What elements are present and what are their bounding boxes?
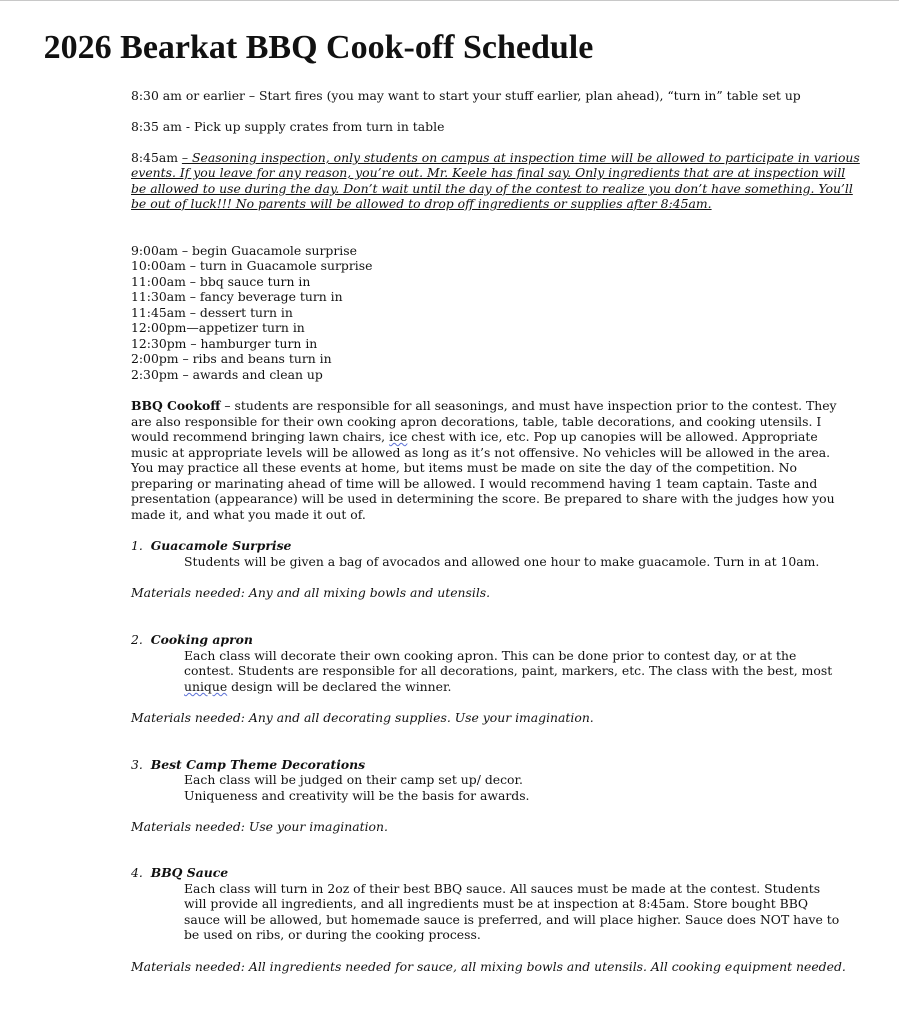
schedule-item: 11:00am – bbq sauce turn in [131,274,311,289]
bbq-rules-line: are also responsible for their own cooking apron decorations, table, table decorations, and cooking utensils. I [131,414,822,429]
event-description: will provide all ingredients, and all ingredients must be at inspection at 8:45am. Store bought BBQ [184,896,808,911]
schedule-item: 10:00am – turn in Guacamole surprise [131,258,373,273]
bbq-rules-line: preparing or marinating ahead of time will be allowed. I would recommend having 1 team captain. Taste and [131,476,818,491]
event-heading-bbq-sauce: 4. BBQ Sauce [131,865,229,880]
page-top-border [0,0,899,1]
event-description: be used on ribs, or during the cooking process. [184,927,481,942]
bbq-rules-line: music at appropriate levels will be allowed as long as it’s not offensive. No vehicles will be allowed in the area. [131,445,831,460]
event-heading-cooking-apron: 2. Cooking apron [131,632,253,647]
bbq-rules-line-1: BBQ Cookoff – students are responsible for all seasonings, and must have inspection prior to the contest. They [131,398,837,413]
inspection-line-4: be out of luck!!! No parents will be allowed to drop off ingredients or supplies after 8:45am. [131,196,712,211]
schedule-item: 2:30pm – awards and clean up [131,367,323,382]
event-description: Each class will turn in 2oz of their best BBQ sauce. All sauces must be made at the contest. Students [184,881,821,896]
materials-needed: Materials needed: Any and all decorating supplies. Use your imagination. [131,710,594,725]
event-description: Students will be given a bag of avocados and allowed one hour to make guacamole. Turn in at 10am. [184,554,820,569]
materials-needed: Materials needed: Any and all mixing bowls and utensils. [131,585,491,600]
event-description: Each class will be judged on their camp set up/ decor. [184,772,523,787]
materials-needed: Materials needed: All ingredients needed for sauce, all mixing bowls and utensils. All cooking equipment needed. [131,959,846,974]
bbq-rules-line: would recommend bringing lawn chairs, ice chest with ice, etc. Pop up canopies will be allowed. Appropriate [131,429,818,444]
schedule-item: 11:45am – dessert turn in [131,305,293,320]
event-heading-camp-decorations: 3. Best Camp Theme Decorations [131,757,366,772]
inspection-line-3: be allowed to use during the day. Don’t wait until the day of the contest to realize you don’t have something. You’ll [131,181,853,196]
event-heading-guacamole: 1. Guacamole Surprise [131,538,292,553]
event-description: contest. Students are responsible for all decorations, paint, markers, etc. The class with the best, most [184,663,833,678]
schedule-item: 2:00pm – ribs and beans turn in [131,351,332,366]
event-description: Uniqueness and creativity will be the basis for awards. [184,788,530,803]
schedule-item: 12:00pm—appetizer turn in [131,320,305,335]
bbq-rules-line: presentation (appearance) will be used in determining the score. Be prepared to share with the judges how you [131,491,835,506]
intro-line-1: 8:30 am or earlier – Start fires (you may want to start your stuff earlier, plan ahead), “turn in” table set up [131,88,801,103]
schedule-item: 12:30pm – hamburger turn in [131,336,318,351]
bbq-rules-heading: BBQ Cookoff [131,398,221,413]
event-description: unique design will be declared the winner. [184,679,452,694]
inspection-line-2: events. If you leave for any reason, you’re out. Mr. Keele has final say. Only ingredients that are at inspection will [131,165,846,180]
intro-line-2: 8:35 am - Pick up supply crates from turn in table [131,119,445,134]
event-description: sauce will be allowed, but homemade sauce is preferred, and will place higher. Sauce does NOT have to [184,912,840,927]
document-title: 2026 Bearkat BBQ Cook-off Schedule [43,29,594,66]
inspection-line-1: 8:45am – Seasoning inspection, only students on campus at inspection time will be allowed to participate in various [131,150,860,165]
bbq-rules-line: made it, and what you made it out of. [131,507,366,522]
event-description: Each class will decorate their own cooking apron. This can be done prior to contest day, or at the [184,648,797,663]
schedule-item: 9:00am – begin Guacamole surprise [131,243,357,258]
schedule-item: 11:30am – fancy beverage turn in [131,289,343,304]
bbq-rules-line: You may practice all these events at home, but items must be made on site the day of the competition. No [131,460,797,475]
materials-needed: Materials needed: Use your imagination. [131,819,388,834]
